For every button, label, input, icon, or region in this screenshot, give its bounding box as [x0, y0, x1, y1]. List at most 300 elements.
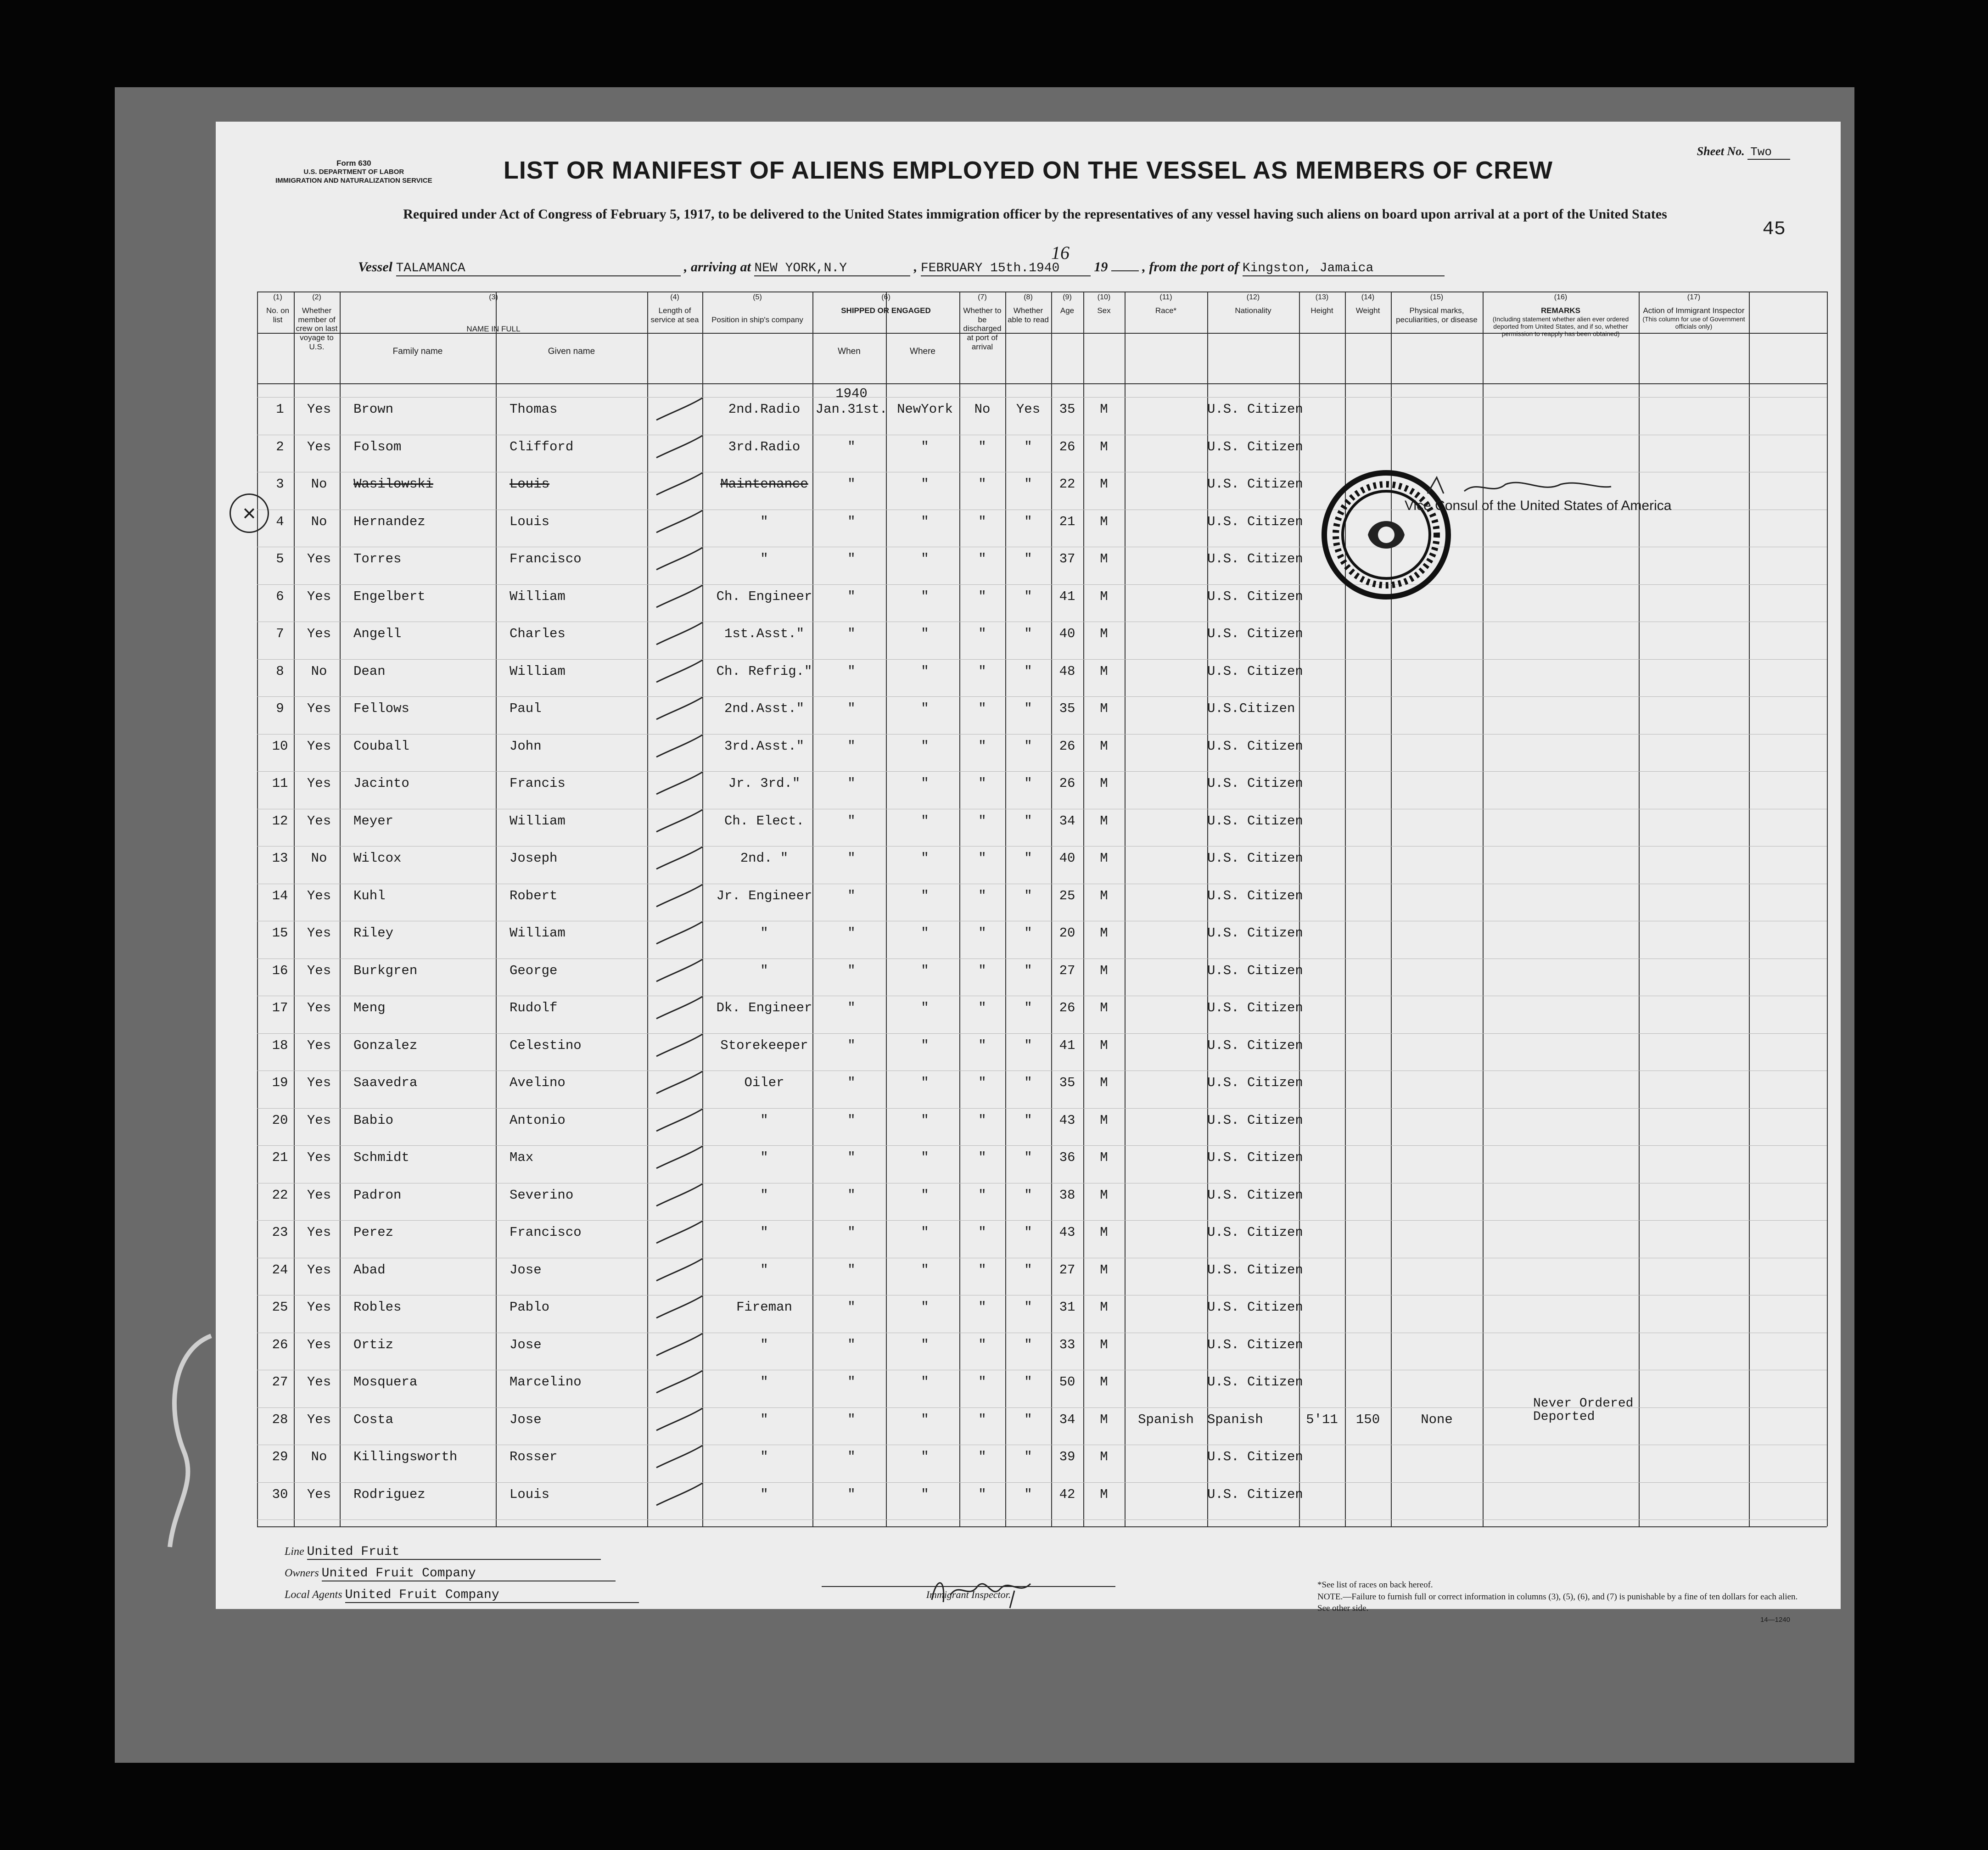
cell-age: 26 [1059, 776, 1075, 791]
cell-nationality: U.S. Citizen [1207, 1486, 1303, 1502]
cell-nationality: U.S. Citizen [1207, 1337, 1303, 1352]
cell-no: 22 [272, 1187, 288, 1203]
cell-given: George [510, 963, 558, 978]
cell-read: " [1024, 439, 1032, 454]
form-number: Form 630 [336, 159, 371, 168]
service-tick-icon [652, 1403, 707, 1435]
cell-where: " [921, 551, 929, 566]
cell-discharged: " [978, 1112, 986, 1128]
cell-discharged: " [978, 626, 986, 641]
cell-when: " [847, 1000, 856, 1015]
cell-where: " [921, 1112, 929, 1128]
arriving-label: , arriving at [684, 259, 751, 275]
cell-given: Louis [510, 514, 550, 529]
cell-no: 26 [272, 1337, 288, 1352]
cell-position: Ch. Elect. [724, 813, 805, 829]
service-tick-icon [652, 1290, 707, 1323]
cell-nationality: U.S. Citizen [1207, 589, 1303, 604]
cell-position: Dk. Engineer [716, 1000, 812, 1015]
cell-nationality: U.S. Citizen [1207, 626, 1303, 641]
cell-age: 27 [1059, 963, 1075, 978]
cell-prev: No [311, 663, 327, 679]
cell-sex: M [1100, 1486, 1108, 1502]
cell-age: 36 [1059, 1150, 1075, 1165]
cell-family: Meng [353, 1000, 386, 1015]
cell-prev: Yes [307, 925, 331, 941]
cell-no: 12 [272, 813, 288, 829]
table-row [216, 804, 1841, 840]
cell-marks: None [1421, 1412, 1453, 1427]
cell-prev: Yes [307, 1150, 331, 1165]
service-tick-icon [652, 1440, 707, 1472]
cell-when: " [847, 1150, 856, 1165]
table-row [216, 1178, 1841, 1214]
cell-sex: M [1100, 925, 1108, 941]
cell-read: " [1024, 663, 1032, 679]
col-header-remarks: (16) REMARKS (Including statement whether alien ever ordered deported from United States, and if so, whether permission to reapply has been obtained) [1492, 293, 1629, 338]
cell-sex: M [1100, 851, 1108, 866]
inspector-signature-line [822, 1545, 1115, 1601]
cell-read: " [1024, 514, 1032, 529]
table-row [216, 1141, 1841, 1177]
cell-discharged: " [978, 477, 986, 492]
cell-position: " [760, 963, 768, 978]
cell-read: " [1024, 925, 1032, 941]
cell-prev: Yes [307, 1486, 331, 1502]
cell-nationality: U.S. Citizen [1207, 851, 1303, 866]
cell-discharged: " [978, 663, 986, 679]
cell-nationality: U.S. Citizen [1207, 888, 1303, 903]
cell-given: Louis [510, 1486, 550, 1502]
cell-discharged: " [978, 1486, 986, 1502]
cell-sex: M [1100, 1225, 1108, 1240]
cell-nationality: U.S. Citizen [1207, 813, 1303, 829]
cell-nationality: U.S. Citizen [1207, 1037, 1303, 1053]
cell-where: " [921, 776, 929, 791]
cell-age: 41 [1059, 1037, 1075, 1053]
service-tick-icon [652, 804, 707, 836]
table-row [216, 1290, 1841, 1326]
table-row [216, 841, 1841, 877]
cell-prev: Yes [307, 1262, 331, 1278]
service: IMMIGRATION AND NATURALIZATION SERVICE [275, 177, 432, 185]
table-row [216, 1104, 1841, 1139]
cell-nationality: U.S. Citizen [1207, 1000, 1303, 1015]
cell-read: " [1024, 813, 1032, 829]
cell-family: Fellows [353, 701, 409, 716]
cell-no: 28 [272, 1412, 288, 1427]
cell-sex: M [1100, 439, 1108, 454]
cell-given: Francis [510, 776, 566, 791]
cell-sex: M [1100, 1187, 1108, 1203]
agents-label: Local Agents [285, 1589, 342, 1601]
cell-nationality: U.S. Citizen [1207, 1262, 1303, 1278]
cell-read: " [1024, 1300, 1032, 1315]
service-tick-icon [652, 580, 707, 612]
cell-family: Rodriguez [353, 1486, 426, 1502]
cell-sex: M [1100, 1337, 1108, 1352]
table-row [216, 655, 1841, 690]
cell-when: Jan.31st. [815, 402, 888, 417]
cell-position: " [760, 1337, 768, 1352]
table-row [216, 1440, 1841, 1476]
cell-family: Padron [353, 1187, 402, 1203]
cell-when: " [847, 1412, 856, 1427]
cell-where: " [921, 1486, 929, 1502]
col-header-discharged: (7) Whether to be discharged at port of arrival [963, 293, 1002, 351]
cell-position: " [760, 1112, 768, 1128]
cell-age: 21 [1059, 514, 1075, 529]
cell-when: " [847, 925, 856, 941]
cell-where: " [921, 701, 929, 716]
service-tick-icon [652, 542, 707, 574]
cell-position: 3rd.Radio [728, 439, 801, 454]
cell-no: 9 [276, 701, 284, 716]
cell-no: 2 [276, 439, 284, 454]
cell-given: Francisco [510, 551, 582, 566]
cell-no: 15 [272, 925, 288, 941]
cell-when: " [847, 701, 856, 716]
cell-prev: No [311, 477, 327, 492]
cell-no: 27 [272, 1374, 288, 1390]
cell-family: Couball [353, 738, 409, 754]
arrival-date: FEBRUARY 15th.1940 [921, 261, 1091, 276]
remarks-row-28: Never Ordered Deported [1533, 1396, 1634, 1424]
cell-prev: Yes [307, 776, 331, 791]
manifest-sheet [216, 122, 1841, 1624]
cell-given: Charles [510, 626, 566, 641]
cell-prev: Yes [307, 1112, 331, 1128]
cell-family: Burkgren [353, 963, 418, 978]
cell-sex: M [1100, 738, 1108, 754]
cell-where: " [921, 1449, 929, 1464]
cell-when: " [847, 1337, 856, 1352]
cell-where: " [921, 663, 929, 679]
cell-no: 7 [276, 626, 284, 641]
cell-age: 37 [1059, 551, 1075, 566]
cell-where: " [921, 738, 929, 754]
cell-family: Torres [353, 551, 402, 566]
cell-sex: M [1100, 477, 1108, 492]
page-title: LIST OR MANIFEST OF ALIENS EMPLOYED ON THE VESSEL AS MEMBERS OF CREW [503, 157, 1553, 184]
cell-where: " [921, 626, 929, 641]
cell-no: 11 [272, 776, 288, 791]
owners-value: United Fruit Company [322, 1566, 616, 1581]
cell-read: " [1024, 551, 1032, 566]
cell-given: Marcelino [510, 1374, 582, 1390]
cell-position: " [760, 1187, 768, 1203]
cell-nationality: U.S. Citizen [1207, 1150, 1303, 1165]
cell-given: William [510, 663, 566, 679]
cell-nationality: U.S. Citizen [1207, 776, 1303, 791]
cell-read: " [1024, 963, 1032, 978]
races-note: *See list of races on back hereof. [1317, 1580, 1433, 1590]
cell-sex: M [1100, 813, 1108, 829]
cell-age: 31 [1059, 1300, 1075, 1315]
cell-nationality: U.S. Citizen [1207, 1300, 1303, 1315]
cell-family: Wilcox [353, 851, 402, 866]
table-row [216, 916, 1841, 952]
cell-nationality: U.S. Citizen [1207, 925, 1303, 941]
service-tick-icon [652, 954, 707, 986]
cell-age: 26 [1059, 738, 1075, 754]
cell-no: 30 [272, 1486, 288, 1502]
cell-discharged: No [974, 402, 991, 417]
cell-given: Avelino [510, 1075, 566, 1090]
table-row [216, 1328, 1841, 1364]
cell-read: " [1024, 888, 1032, 903]
cell-no: 4 [276, 514, 284, 529]
cell-sex: M [1100, 701, 1108, 716]
cell-nationality: U.S. Citizen [1207, 1374, 1303, 1390]
cell-where: " [921, 439, 929, 454]
cell-discharged: " [978, 776, 986, 791]
cell-age: 43 [1059, 1225, 1075, 1240]
cell-prev: Yes [307, 551, 331, 566]
cell-nationality: U.S. Citizen [1207, 738, 1303, 754]
col-header-race: (11) Race* [1155, 293, 1177, 315]
cell-sex: M [1100, 1000, 1108, 1015]
cell-sex: M [1100, 1150, 1108, 1165]
cell-sex: M [1100, 514, 1108, 529]
cell-discharged: " [978, 1337, 986, 1352]
cell-position: 2nd. " [740, 851, 789, 866]
cell-sex: M [1100, 402, 1108, 417]
cell-discharged: " [978, 1075, 986, 1090]
cell-position: 2nd.Asst." [724, 701, 805, 716]
cell-where: " [921, 851, 929, 866]
cell-family: Mosquera [353, 1374, 418, 1390]
cell-position: " [760, 925, 768, 941]
cell-when: " [847, 477, 856, 492]
cell-sex: M [1100, 963, 1108, 978]
cell-no: 10 [272, 738, 288, 754]
cell-family: Gonzalez [353, 1037, 418, 1053]
col-header-previous-voyage: (2) Whether member of crew on last voyage to U.S. [296, 293, 338, 351]
service-tick-icon [652, 841, 707, 874]
cell-age: 34 [1059, 813, 1075, 829]
cell-no: 25 [272, 1300, 288, 1315]
vessel-label: Vessel [358, 259, 392, 275]
cell-family: Babio [353, 1112, 394, 1128]
table-row [216, 430, 1841, 466]
table-row [216, 692, 1841, 728]
cell-family: Costa [353, 1412, 394, 1427]
page-number: 45 [1762, 218, 1786, 240]
cell-family: Brown [353, 402, 394, 417]
cell-weight: 150 [1355, 1412, 1380, 1427]
cell-prev: Yes [307, 402, 331, 417]
cell-when: " [847, 776, 856, 791]
cell-discharged: " [978, 1187, 986, 1203]
service-tick-icon [652, 991, 707, 1023]
cell-given: Severino [510, 1187, 574, 1203]
cell-prev: Yes [307, 1337, 331, 1352]
departure-port: Kingston, Jamaica [1243, 261, 1445, 276]
cell-year: 1940 [835, 386, 868, 401]
cell-discharged: " [978, 1374, 986, 1390]
cell-where: " [921, 1037, 929, 1053]
cell-age: 42 [1059, 1486, 1075, 1502]
cell-sex: M [1100, 1374, 1108, 1390]
cell-read: " [1024, 1075, 1032, 1090]
cell-prev: No [311, 1449, 327, 1464]
cell-position: Jr. 3rd." [728, 776, 801, 791]
cell-sex: M [1100, 663, 1108, 679]
col-header-sex: (10) Sex [1097, 293, 1111, 315]
cell-discharged: " [978, 1300, 986, 1315]
cell-no: 29 [272, 1449, 288, 1464]
cell-when: " [847, 1486, 856, 1502]
vessel-name: TALAMANCA [396, 261, 681, 276]
cell-age: 35 [1059, 1075, 1075, 1090]
cell-given: John [510, 738, 542, 754]
cell-where: " [921, 963, 929, 978]
cell-position: " [760, 1225, 768, 1240]
cell-age: 22 [1059, 477, 1075, 492]
crew-rows [216, 122, 1841, 1609]
cell-read: " [1024, 1412, 1032, 1427]
col-header-service: (4) Length of service at sea [650, 293, 699, 324]
service-tick-icon [652, 505, 707, 537]
cell-given: Paul [510, 701, 542, 716]
cell-age: 43 [1059, 1112, 1075, 1128]
cell-nationality: Spanish [1207, 1412, 1263, 1427]
service-tick-icon [652, 1328, 707, 1360]
service-tick-icon [652, 1029, 707, 1061]
cell-family: Kuhl [353, 888, 386, 903]
cell-prev: No [311, 514, 327, 529]
cell-age: 35 [1059, 402, 1075, 417]
cell-read: Yes [1016, 402, 1041, 417]
cell-given: Jose [510, 1412, 542, 1427]
cell-discharged: " [978, 1225, 986, 1240]
cell-where: " [921, 888, 929, 903]
cell-given: William [510, 813, 566, 829]
cell-where: " [921, 813, 929, 829]
col-header-nationality: (12) Nationality [1235, 293, 1271, 315]
cell-read: " [1024, 626, 1032, 641]
cell-age: 38 [1059, 1187, 1075, 1203]
cell-prev: Yes [307, 963, 331, 978]
col-subheader-family: Family name [392, 347, 443, 356]
cell-discharged: " [978, 738, 986, 754]
col-header-position: (5) Position in ship's company [711, 293, 803, 325]
cell-discharged: " [978, 551, 986, 566]
table-row [216, 1066, 1841, 1102]
cell-when: " [847, 963, 856, 978]
cell-age: 41 [1059, 589, 1075, 604]
from-label: , from the port of [1142, 259, 1239, 275]
line-label: Line [285, 1546, 304, 1558]
cell-given: Rudolf [510, 1000, 558, 1015]
cell-family: Perez [353, 1225, 394, 1240]
cell-nationality: U.S. Citizen [1207, 477, 1303, 492]
cell-given: Celestino [510, 1037, 582, 1053]
cell-read: " [1024, 1112, 1032, 1128]
cell-where: NewYork [897, 402, 953, 417]
cell-family: Angell [353, 626, 402, 641]
consul-signature-icon [1423, 475, 1616, 498]
cell-discharged: " [978, 514, 986, 529]
cell-prev: Yes [307, 1075, 331, 1090]
cell-age: 40 [1059, 626, 1075, 641]
table-row [216, 1365, 1841, 1401]
table-row [216, 542, 1841, 578]
cell-age: 33 [1059, 1337, 1075, 1352]
col-header-no: (1) No. on list [266, 293, 290, 324]
cell-sex: M [1100, 1112, 1108, 1128]
cell-discharged: " [978, 589, 986, 604]
cell-discharged: " [978, 701, 986, 716]
cell-position: " [760, 1412, 768, 1427]
x-circle-mark-icon: × [230, 493, 269, 533]
service-tick-icon [652, 729, 707, 762]
service-tick-icon [652, 1141, 707, 1173]
cell-family: Robles [353, 1300, 402, 1315]
cell-age: 34 [1059, 1412, 1075, 1427]
cell-where: " [921, 589, 929, 604]
footnotes [1317, 1579, 1799, 1615]
cell-where: " [921, 1300, 929, 1315]
cell-given: Clifford [510, 439, 574, 454]
cell-when: " [847, 663, 856, 679]
cell-when: " [847, 439, 856, 454]
vessel-line: Vessel TALAMANCA , arriving at NEW YORK,N.Y , FEBRUARY 15th.1940 19 , from the port of Kingston, Jamaica [358, 259, 1445, 276]
table-row [216, 1478, 1841, 1514]
table-row [216, 1029, 1841, 1065]
cell-position: Oiler [744, 1075, 784, 1090]
cell-when: " [847, 813, 856, 829]
cell-discharged: " [978, 1262, 986, 1278]
cell-when: " [847, 888, 856, 903]
cell-family: Schmidt [353, 1150, 409, 1165]
cell-height: 5'11 [1306, 1412, 1338, 1427]
cell-position: 1st.Asst." [724, 626, 805, 641]
service-tick-icon [652, 392, 707, 425]
cell-discharged: " [978, 1037, 986, 1053]
cell-when: " [847, 1037, 856, 1053]
cell-read: " [1024, 701, 1032, 716]
cell-read: " [1024, 1374, 1032, 1390]
cell-where: " [921, 1187, 929, 1203]
cell-when: " [847, 851, 856, 866]
cell-discharged: " [978, 851, 986, 866]
cell-where: " [921, 1225, 929, 1240]
cell-prev: Yes [307, 1225, 331, 1240]
col-header-weight: (14) Weight [1355, 293, 1380, 315]
cell-when: " [847, 1112, 856, 1128]
cell-race: Spanish [1138, 1412, 1194, 1427]
cell-position: " [760, 551, 768, 566]
date-correction: 16 [1051, 242, 1070, 263]
cell-discharged: " [978, 1412, 986, 1427]
cell-read: " [1024, 1000, 1032, 1015]
cell-where: " [921, 1262, 929, 1278]
arrival-port: NEW YORK,N.Y [754, 261, 910, 276]
cell-read: " [1024, 1187, 1032, 1203]
cell-prev: No [311, 851, 327, 866]
col-header-read: (8) Whether able to read [1008, 293, 1049, 324]
cell-prev: Yes [307, 626, 331, 641]
cell-position: Fireman [736, 1300, 792, 1315]
cell-position: 2nd.Radio [728, 402, 801, 417]
cell-family: Engelbert [353, 589, 426, 604]
cell-family: Riley [353, 925, 394, 941]
service-tick-icon [652, 430, 707, 462]
cell-read: " [1024, 1225, 1032, 1240]
col-subheader-when: When [838, 347, 861, 356]
